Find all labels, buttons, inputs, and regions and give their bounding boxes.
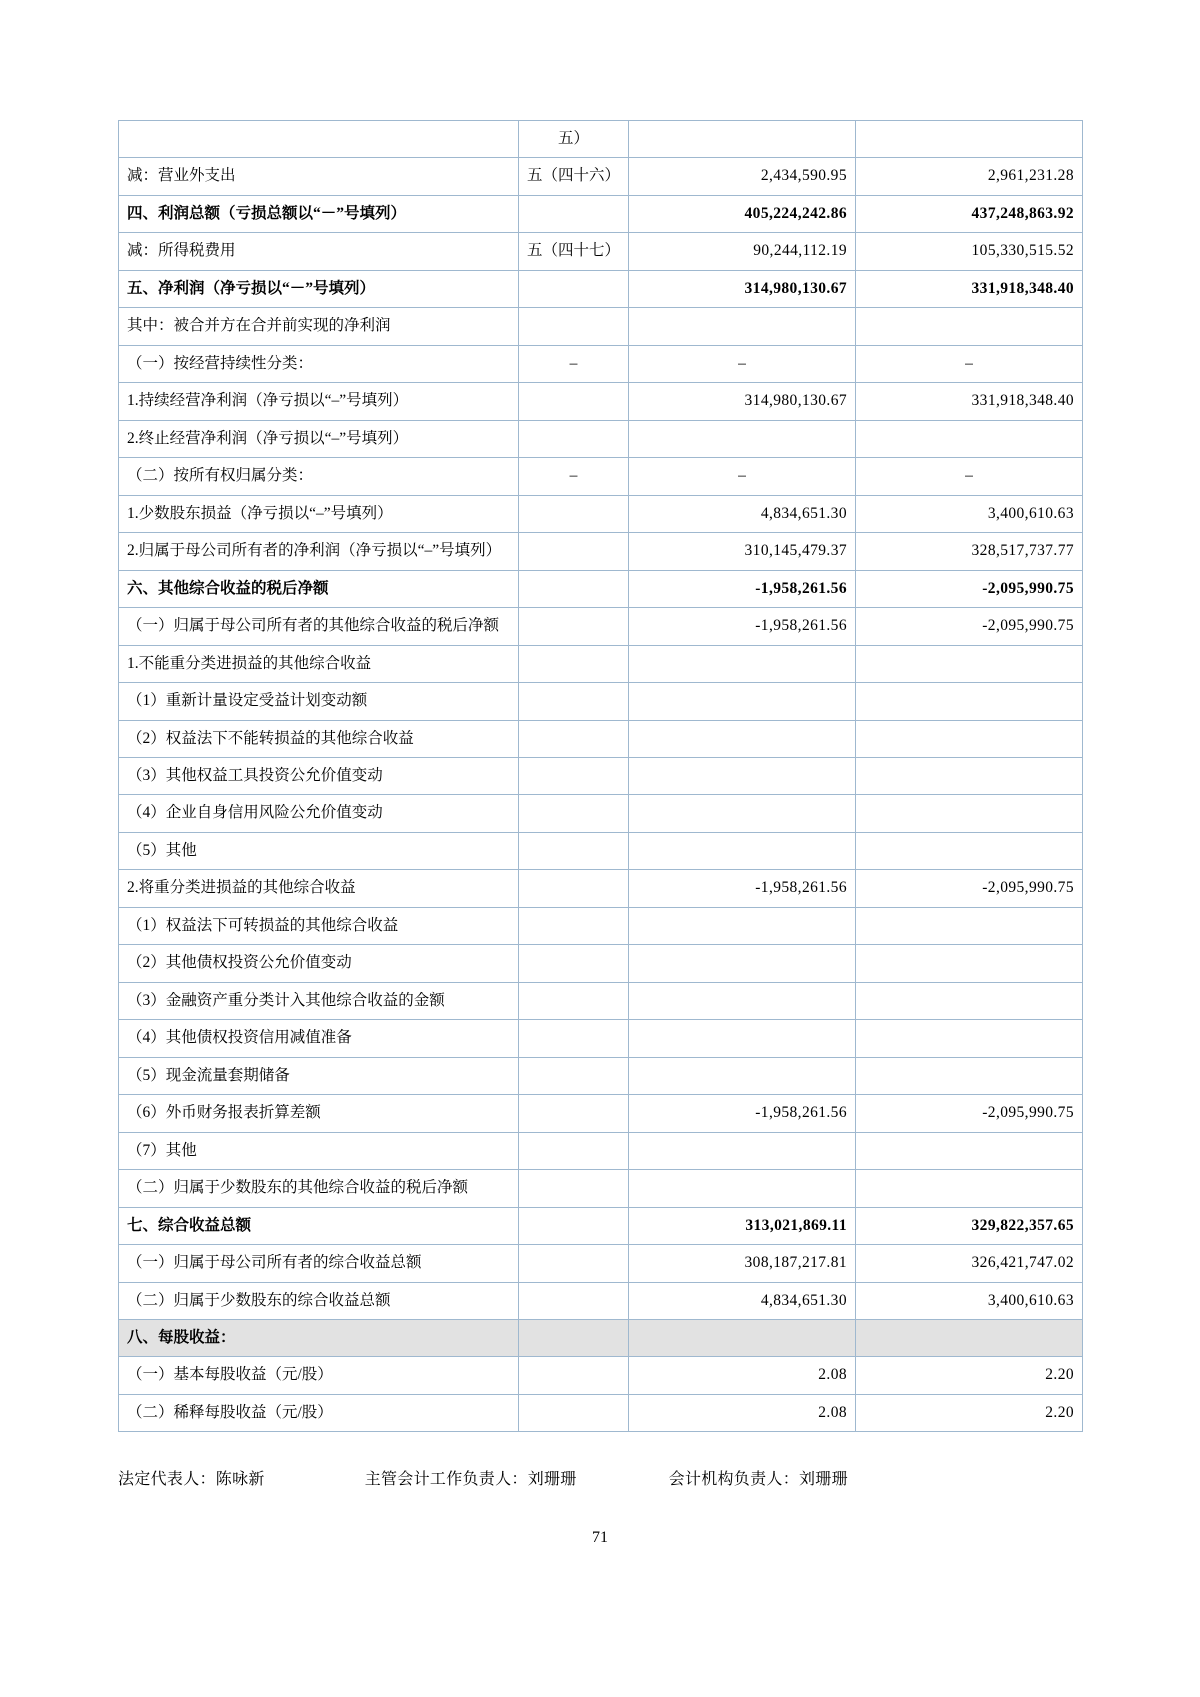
row-previous-value (856, 1057, 1083, 1094)
row-previous-value (856, 420, 1083, 457)
row-item-label: （一）归属于母公司所有者的其他综合收益的税后净额 (119, 608, 519, 645)
row-item-label: 五、净利润（净亏损以“－”号填列） (119, 270, 519, 307)
row-previous-value: 3,400,610.63 (856, 1282, 1083, 1319)
row-current-value (629, 683, 856, 720)
row-note-ref (519, 757, 629, 794)
row-item-label: （7）其他 (119, 1132, 519, 1169)
table-row (119, 1394, 1083, 1431)
row-previous-value (856, 907, 1083, 944)
row-note-ref (519, 608, 629, 645)
row-item-label: 1.持续经营净利润（净亏损以“–”号填列） (119, 383, 519, 420)
row-previous-value (856, 795, 1083, 832)
row-item-label: 1.少数股东损益（净亏损以“–”号填列） (119, 495, 519, 532)
row-note-ref (519, 1095, 629, 1132)
row-current-value: -1,958,261.56 (629, 1095, 856, 1132)
row-note-ref (519, 945, 629, 982)
row-previous-value: 437,248,863.92 (856, 195, 1083, 232)
row-note-ref (519, 570, 629, 607)
row-item-label: 八、每股收益： (119, 1320, 519, 1357)
row-previous-value (856, 308, 1083, 345)
table-row (119, 1282, 1083, 1319)
table-row (119, 1057, 1083, 1094)
table-row (119, 1357, 1083, 1394)
row-note-ref (519, 495, 629, 532)
row-item-label: （4）企业自身信用风险公允价值变动 (119, 795, 519, 832)
row-current-value: – (629, 458, 856, 495)
row-note-ref (519, 1282, 629, 1319)
row-current-value (629, 945, 856, 982)
row-item-label: （二）按所有权归属分类： (119, 458, 519, 495)
row-item-label: （一）归属于母公司所有者的综合收益总额 (119, 1245, 519, 1282)
table-row (119, 570, 1083, 607)
table-row (119, 345, 1083, 382)
row-note-ref: – (519, 458, 629, 495)
row-current-value: 308,187,217.81 (629, 1245, 856, 1282)
row-item-label: （1）权益法下可转损益的其他综合收益 (119, 907, 519, 944)
row-note-ref (519, 683, 629, 720)
row-current-value (629, 1057, 856, 1094)
row-previous-value: -2,095,990.75 (856, 608, 1083, 645)
row-previous-value: 2.20 (856, 1394, 1083, 1431)
row-current-value: – (629, 345, 856, 382)
table-row (119, 683, 1083, 720)
table-row (119, 495, 1083, 532)
row-previous-value (856, 683, 1083, 720)
row-current-value: 405,224,242.86 (629, 195, 856, 232)
row-previous-value (856, 982, 1083, 1019)
row-previous-value: 326,421,747.02 (856, 1245, 1083, 1282)
row-note-ref (519, 195, 629, 232)
table-row (119, 1245, 1083, 1282)
table-row (119, 1320, 1083, 1357)
accounting-institution-head-signature: 会计机构负责人：刘珊珊 (668, 1471, 848, 1489)
row-previous-value (856, 1020, 1083, 1057)
row-current-value (629, 757, 856, 794)
row-previous-value: 105,330,515.52 (856, 233, 1083, 270)
row-note-ref (519, 1132, 629, 1169)
row-note-ref (519, 982, 629, 1019)
row-item-label (119, 121, 519, 158)
row-current-value (629, 420, 856, 457)
table-row (119, 870, 1083, 907)
row-previous-value (856, 1320, 1083, 1357)
row-item-label: （一）按经营持续性分类： (119, 345, 519, 382)
row-item-label: 2.将重分类进损益的其他综合收益 (119, 870, 519, 907)
row-previous-value: 331,918,348.40 (856, 270, 1083, 307)
row-note-ref (519, 1394, 629, 1431)
row-item-label: 四、利润总额（亏损总额以“－”号填列） (119, 195, 519, 232)
row-previous-value: -2,095,990.75 (856, 870, 1083, 907)
row-note-ref (519, 645, 629, 682)
row-item-label: 1.不能重分类进损益的其他综合收益 (119, 645, 519, 682)
row-note-ref (519, 870, 629, 907)
table-row (119, 1132, 1083, 1169)
table-row (119, 420, 1083, 457)
row-previous-value (856, 757, 1083, 794)
row-item-label: （2）权益法下不能转损益的其他综合收益 (119, 720, 519, 757)
row-note-ref (519, 383, 629, 420)
table-row (119, 1207, 1083, 1244)
table-row (119, 195, 1083, 232)
row-previous-value: – (856, 345, 1083, 382)
table-row (119, 945, 1083, 982)
row-note-ref (519, 420, 629, 457)
legal-representative-signature: 法定代表人：陈咏新 (118, 1471, 265, 1489)
row-previous-value (856, 645, 1083, 682)
row-current-value (629, 720, 856, 757)
table-row (119, 720, 1083, 757)
row-previous-value (856, 720, 1083, 757)
row-item-label: 其中：被合并方在合并前实现的净利润 (119, 308, 519, 345)
table-row (119, 233, 1083, 270)
row-current-value (629, 832, 856, 869)
signature-row (118, 1466, 1082, 1489)
row-note-ref (519, 1245, 629, 1282)
row-note-ref (519, 533, 629, 570)
table-row (119, 1020, 1083, 1057)
table-row (119, 458, 1083, 495)
row-note-ref: 五） (519, 121, 629, 158)
table-row (119, 270, 1083, 307)
row-current-value: 4,834,651.30 (629, 495, 856, 532)
row-note-ref (519, 1357, 629, 1394)
row-previous-value (856, 121, 1083, 158)
row-current-value (629, 121, 856, 158)
table-row (119, 383, 1083, 420)
row-current-value: 313,021,869.11 (629, 1207, 856, 1244)
row-current-value (629, 795, 856, 832)
table-row (119, 158, 1083, 195)
row-current-value: 314,980,130.67 (629, 270, 856, 307)
row-previous-value (856, 945, 1083, 982)
row-current-value (629, 1020, 856, 1057)
table-row (119, 1170, 1083, 1207)
row-note-ref: 五（四十七） (519, 233, 629, 270)
table-row (119, 121, 1083, 158)
row-current-value: 90,244,112.19 (629, 233, 856, 270)
row-item-label: 2.归属于母公司所有者的净利润（净亏损以“–”号填列） (119, 533, 519, 570)
row-current-value: -1,958,261.56 (629, 608, 856, 645)
row-note-ref (519, 1207, 629, 1244)
row-current-value: 310,145,479.37 (629, 533, 856, 570)
table-row (119, 1095, 1083, 1132)
row-current-value: 4,834,651.30 (629, 1282, 856, 1319)
row-previous-value: 329,822,357.65 (856, 1207, 1083, 1244)
row-item-label: 六、其他综合收益的税后净额 (119, 570, 519, 607)
row-current-value (629, 308, 856, 345)
table-row (119, 533, 1083, 570)
row-current-value: 2,434,590.95 (629, 158, 856, 195)
row-item-label: （6）外币财务报表折算差额 (119, 1095, 519, 1132)
row-note-ref (519, 907, 629, 944)
table-row (119, 907, 1083, 944)
row-previous-value: 328,517,737.77 (856, 533, 1083, 570)
row-note-ref (519, 1170, 629, 1207)
row-current-value: 2.08 (629, 1357, 856, 1394)
row-item-label: （3）金融资产重分类计入其他综合收益的金额 (119, 982, 519, 1019)
row-current-value (629, 1132, 856, 1169)
row-note-ref (519, 795, 629, 832)
row-current-value: 314,980,130.67 (629, 383, 856, 420)
row-previous-value: -2,095,990.75 (856, 570, 1083, 607)
row-current-value (629, 1320, 856, 1357)
income-statement-table (118, 120, 1083, 1432)
row-item-label: 七、综合收益总额 (119, 1207, 519, 1244)
row-note-ref (519, 1020, 629, 1057)
row-note-ref (519, 720, 629, 757)
row-previous-value: -2,095,990.75 (856, 1095, 1083, 1132)
row-item-label: 2.终止经营净利润（净亏损以“–”号填列） (119, 420, 519, 457)
row-current-value: -1,958,261.56 (629, 570, 856, 607)
row-current-value (629, 645, 856, 682)
row-previous-value (856, 832, 1083, 869)
row-item-label: （5）其他 (119, 832, 519, 869)
row-item-label: （二）稀释每股收益（元/股） (119, 1394, 519, 1431)
table-row (119, 832, 1083, 869)
row-item-label: （3）其他权益工具投资公允价值变动 (119, 757, 519, 794)
row-item-label: （1）重新计量设定受益计划变动额 (119, 683, 519, 720)
row-note-ref (519, 832, 629, 869)
row-previous-value: – (856, 458, 1083, 495)
row-current-value: -1,958,261.56 (629, 870, 856, 907)
row-note-ref: – (519, 345, 629, 382)
row-note-ref (519, 308, 629, 345)
row-note-ref (519, 270, 629, 307)
row-item-label: （4）其他债权投资信用减值准备 (119, 1020, 519, 1057)
row-note-ref: 五（四十六） (519, 158, 629, 195)
row-item-label: （二）归属于少数股东的其他综合收益的税后净额 (119, 1170, 519, 1207)
row-note-ref (519, 1320, 629, 1357)
row-current-value (629, 907, 856, 944)
accounting-supervisor-signature: 主管会计工作负责人：刘珊珊 (364, 1471, 577, 1489)
row-previous-value (856, 1132, 1083, 1169)
row-item-label: （二）归属于少数股东的综合收益总额 (119, 1282, 519, 1319)
row-previous-value (856, 1170, 1083, 1207)
page-number: 71 (592, 1529, 608, 1547)
row-note-ref (519, 1057, 629, 1094)
table-row (119, 308, 1083, 345)
row-current-value (629, 982, 856, 1019)
row-current-value (629, 1170, 856, 1207)
row-previous-value: 2,961,231.28 (856, 158, 1083, 195)
row-previous-value: 331,918,348.40 (856, 383, 1083, 420)
row-item-label: 减：营业外支出 (119, 158, 519, 195)
table-row (119, 608, 1083, 645)
row-previous-value: 3,400,610.63 (856, 495, 1083, 532)
table-row (119, 795, 1083, 832)
row-item-label: 减：所得税费用 (119, 233, 519, 270)
table-body (119, 121, 1083, 1432)
table-row (119, 982, 1083, 1019)
row-item-label: （一）基本每股收益（元/股） (119, 1357, 519, 1394)
row-item-label: （2）其他债权投资公允价值变动 (119, 945, 519, 982)
row-item-label: （5）现金流量套期储备 (119, 1057, 519, 1094)
table-row (119, 757, 1083, 794)
row-current-value: 2.08 (629, 1394, 856, 1431)
row-previous-value: 2.20 (856, 1357, 1083, 1394)
table-row (119, 645, 1083, 682)
